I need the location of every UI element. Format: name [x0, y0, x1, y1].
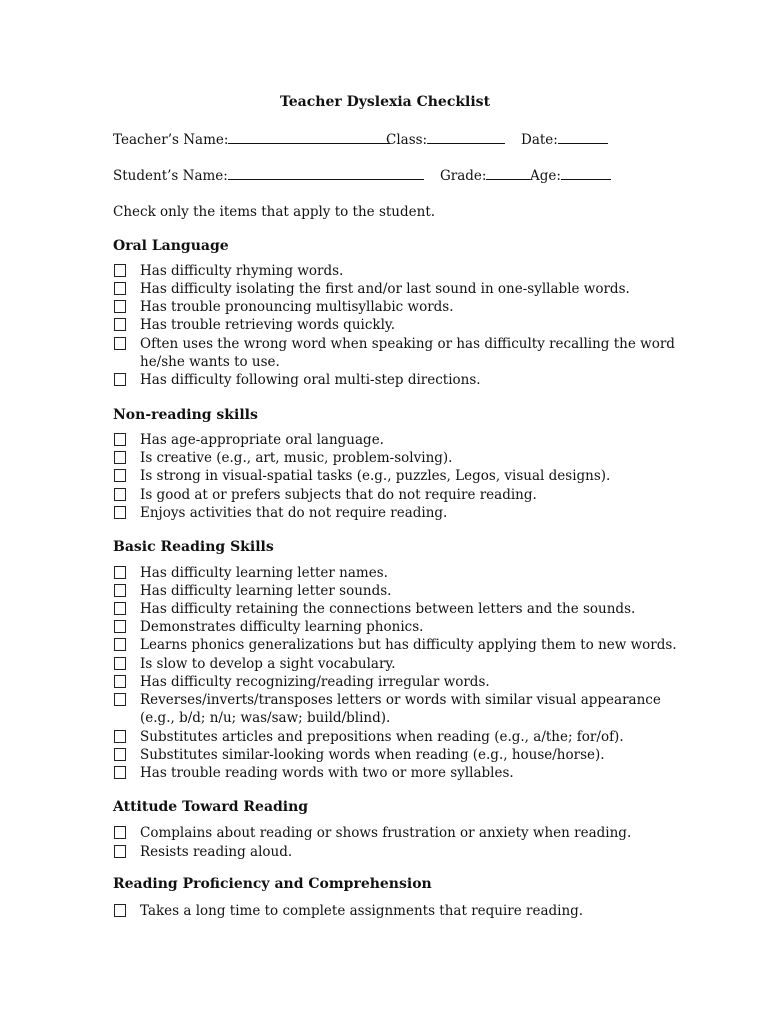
checklist-item-text: Complains about reading or shows frustration or anxiety when reading. [140, 825, 632, 841]
checklist-item-text: Resists reading aloud. [140, 844, 293, 860]
checklist-item-text: Is slow to develop a sight vocabulary. [140, 656, 396, 672]
student-name-row [113, 166, 424, 185]
section-heading-oral-language: Oral Language [113, 238, 229, 254]
checkbox[interactable] [114, 337, 126, 350]
student-name-field[interactable] [228, 166, 424, 180]
class-row [386, 130, 505, 149]
checklist-item-text: Is good at or prefers subjects that do not require reading. [140, 487, 537, 503]
checkbox[interactable] [114, 693, 126, 706]
checklist-item-text: Often uses the wrong word when speaking or has difficulty recalling the word [140, 336, 675, 352]
checkbox[interactable] [114, 264, 126, 277]
checklist-item-text: Has difficulty recognizing/reading irregular words. [140, 674, 490, 690]
checklist-item-text: Has difficulty following oral multi-step directions. [140, 372, 481, 388]
teacher-name-label: Teacher’s Name: [113, 132, 229, 148]
grade-row [440, 166, 530, 185]
checklist-item-text: Has difficulty learning letter names. [140, 565, 388, 581]
section-heading-non-reading-skills: Non-reading skills [113, 407, 258, 423]
class-label: Class: [386, 132, 428, 148]
checkbox[interactable] [114, 318, 126, 331]
student-name-label: Student’s Name: [113, 168, 228, 184]
checkbox[interactable] [114, 766, 126, 779]
teacher-name-row [113, 130, 390, 149]
grade-field[interactable] [486, 166, 530, 180]
checklist-item-text: Takes a long time to complete assignments that require reading. [140, 903, 584, 919]
checkbox[interactable] [114, 730, 126, 743]
checklist-item-text: Substitutes similar-looking words when reading (e.g., house/horse). [140, 747, 605, 763]
checkbox[interactable] [114, 602, 126, 615]
section-heading-basic-reading-skills: Basic Reading Skills [113, 539, 274, 555]
checklist-item-text: Has trouble retrieving words quickly. [140, 317, 396, 333]
checklist-item-text-continued: (e.g., b/d; n/u; was/saw; build/blind). [140, 710, 391, 726]
checklist-item-text: Substitutes articles and prepositions when reading (e.g., a/the; for/of). [140, 729, 624, 745]
checklist-item-text: Has difficulty rhyming words. [140, 263, 344, 279]
age-label: Age: [530, 168, 561, 184]
checkbox[interactable] [114, 300, 126, 313]
instructions-text: Check only the items that apply to the student. [113, 204, 436, 220]
age-field[interactable] [561, 166, 611, 180]
checkbox[interactable] [114, 506, 126, 519]
date-label: Date: [521, 132, 558, 148]
checkbox[interactable] [114, 469, 126, 482]
age-row [530, 166, 611, 185]
checkbox[interactable] [114, 451, 126, 464]
checklist-item-text: Has difficulty retaining the connections between letters and the sounds. [140, 601, 636, 617]
checkbox[interactable] [114, 826, 126, 839]
date-row [521, 130, 608, 149]
checkbox[interactable] [114, 845, 126, 858]
checkbox[interactable] [114, 748, 126, 761]
checkbox[interactable] [114, 657, 126, 670]
checkbox[interactable] [114, 638, 126, 651]
checkbox[interactable] [114, 620, 126, 633]
checklist-item-text-continued: he/she wants to use. [140, 354, 280, 370]
checkbox[interactable] [114, 488, 126, 501]
checklist-item-text: Reverses/inverts/transposes letters or words with similar visual appearance [140, 692, 661, 708]
checklist-item-text: Has difficulty learning letter sounds. [140, 583, 392, 599]
class-field[interactable] [427, 130, 505, 144]
checkbox[interactable] [114, 433, 126, 446]
checklist-item-text: Is strong in visual-spatial tasks (e.g., puzzles, Legos, visual designs). [140, 468, 611, 484]
checkbox[interactable] [114, 904, 126, 917]
section-heading-reading-proficiency: Reading Proficiency and Comprehension [113, 876, 432, 892]
checkbox[interactable] [114, 282, 126, 295]
checkbox[interactable] [114, 675, 126, 688]
checklist-item-text: Has age-appropriate oral language. [140, 432, 384, 448]
checkbox[interactable] [114, 584, 126, 597]
checklist-item-text: Has trouble reading words with two or more syllables. [140, 765, 514, 781]
checkbox[interactable] [114, 566, 126, 579]
checklist-item-text: Has difficulty isolating the first and/or last sound in one-syllable words. [140, 281, 630, 297]
checklist-item-text: Has trouble pronouncing multisyllabic words. [140, 299, 454, 315]
checkbox[interactable] [114, 373, 126, 386]
date-field[interactable] [558, 130, 608, 144]
teacher-name-field[interactable] [228, 130, 390, 144]
checklist-item-text: Enjoys activities that do not require reading. [140, 505, 448, 521]
document-title: Teacher Dyslexia Checklist [279, 94, 491, 110]
checklist-item-text: Learns phonics generalizations but has difficulty applying them to new words. [140, 637, 677, 653]
checklist-item-text: Demonstrates difficulty learning phonics. [140, 619, 424, 635]
checklist-item-text: Is creative (e.g., art, music, problem-solving). [140, 450, 453, 466]
grade-label: Grade: [440, 168, 487, 184]
section-heading-attitude-toward-reading: Attitude Toward Reading [113, 799, 309, 815]
